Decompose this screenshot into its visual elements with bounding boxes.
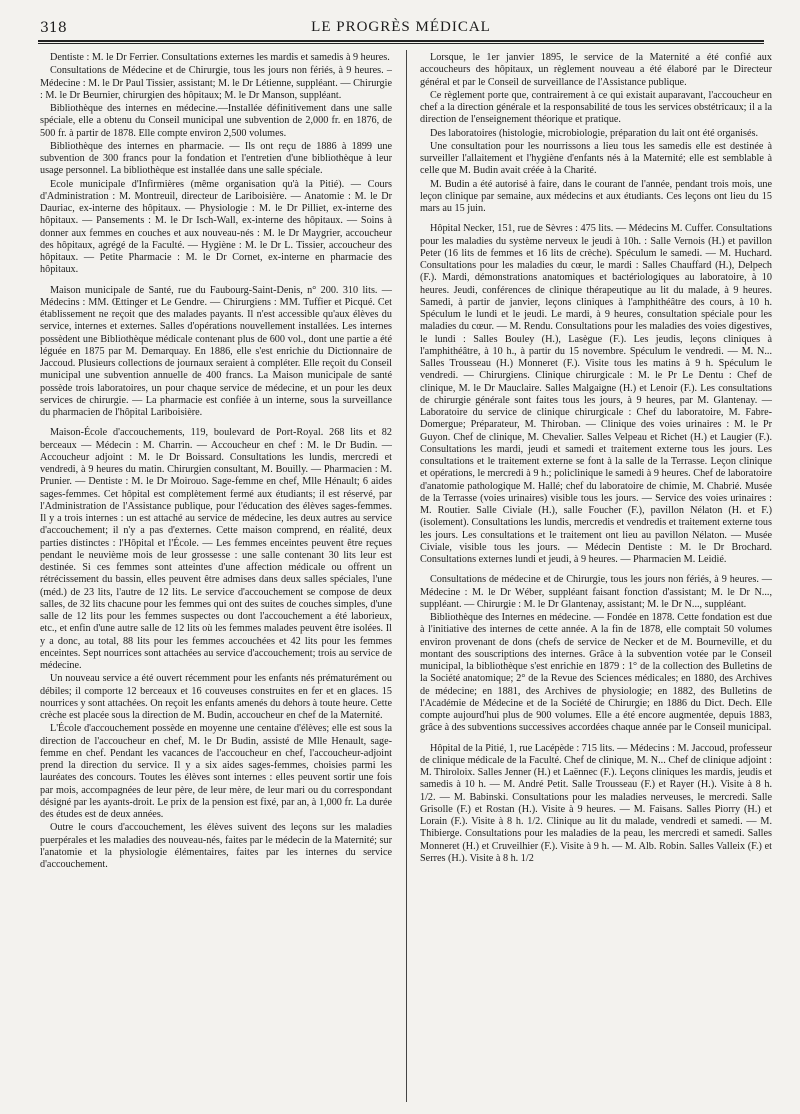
paragraph: Outre le cours d'accouchement, les élèves suivent des leçons sur les maladies puerpérales et les maladies des nouveau-nés, faites par le médecin de la Maternité; sur l'anatomie et la physiologie élémentaires, faites par les internes du service d'accouchement. — [40, 822, 392, 870]
paragraph: Lorsque, le 1er janvier 1895, le service de la Maternité a été confié aux accoucheurs des hôpitaux, un règlement nouveau a été élaboré par le Directeur général et par le Conseil de surveillance de l'Assistance publique. — [420, 52, 772, 88]
page-number: 318 — [40, 20, 67, 36]
paragraph: Bibliothèque des internes en pharmacie. — Ils ont reçu de 1886 à 1899 une subvention de 300 francs pour la fondation et l'entretien d'une bibliothèque à leur usage personnel. La bibliothèque est installée dans une salle spéciale. — [40, 140, 392, 177]
paragraph: Bibliothèque des Internes en médecine. — Fondée en 1878. Cette fondation est due à l'initiative des internes de cette année. A la fin de 1878, elle comptait 50 volumes environ provenant de dons (chefs de service de Necker et de M. Bourneville, et du montant des souscriptions des internes. Grâce à la subvention votée par le Conseil municipal, la bibliothèque s'est enrichie en 1879 : 1° de la collection des Bulletins de la Société anatomique; 2° de la Revue des Sciences médicales; en 1880, des Archives de médecine; en 1881, des Archives de physiologie; en 1882, des Bulletins de l'Académie de Médecine et de la Société de Chirurgie; en 1886 du Dict. Dech. Elle compte aujourd'hui plus de 900 volumes. Elle a été encore augmentée, depuis 1883, grâce à des subventions successives accordées chaque année par le Conseil municipal. — [420, 612, 772, 734]
paragraph: Hôpital de la Pitié, 1, rue Lacépède : 715 lits. — Médecins : M. Jaccoud, professeur de clinique médicale de la Faculté. Chef de clinique, M. N... Chef de clinique adjoint : M. Thiroloix. Salles Jenner (H.) et Laënnec (F.). Leçons cliniques les mardis, jeudis et samedis à 10 h. — M. André Petit. Salle Trousseau (F.) et Rayer (H.). Visite à 8 h. 1/2. — M. Babinski. Consultations pour les maladies nerveuses, le mercredi. Salle Grisolle (F.) et Rostan (H.). Visite à 9 heures. — M. Faisans. Salles Piorry (H.) et Lorain (F.). Visite à 8 h. 1/2. Clinique au lit du malade, vendredi et samedi. — M. Thibierge. Consultations pour les maladies de la peau, les mercredi et samedi. Salles Monneret (H.) et Cruveilhier (F.). Visite à 9 h. — M. Alb. Robin. Salles Valleix (F.) et Serres (H.). Visite à 8 h. 1/2 — [420, 742, 772, 864]
paragraph: Un nouveau service a été ouvert récemment pour les enfants nés prématurément ou débiles; il comporte 12 berceaux et 16 couveuses construites en fer et en glaces. 15 nourrices y sont attachées. On reçoit les enfants amenés du dehors à toute heure. Cette crèche est placée sous la direction de M. Budin, accoucheur en chef de la Maternité. — [40, 673, 392, 721]
paragraph: L'École d'accouchement possède en moyenne une centaine d'élèves; elle est sous la direction de l'accoucheur en chef, M. le Dr Budin, assisté de Mlle Henault, sage-femme en chef. Pendant les vacances de l'accoucheur en chef, l'accoucheur-adjoint prend la direction du service. Il y a six aides sages-femmes, choisies parmi les lauréates des concours. Toutes les élèves sont internes : elles peuvent sortir une fois par mois, accompagnées de leur père, de leur mère, de leur mari ou du correspondant désigné par les ayants-droit. Le prix de la pension est fixé, par an, à 1,000 fr. La durée des études est de deux années. — [40, 723, 392, 820]
paragraph: Des laboratoires (histologie, microbiologie, préparation du lait ont été organisés. — [430, 127, 758, 139]
paragraph: Ce règlement porte que, contrairement à ce qui existait auparavant, l'accoucheur en chef a la direction générale et la responsabilité de tous les services obstétricaux; il a la direction de l'enseignement théorique et pratique. — [420, 89, 772, 126]
paragraph: M. Budin a été autorisé à faire, dans le courant de l'année, pendant trois mois, une leçon clinique par semaine, aux médecins et aux étudiants. Ces leçons ont lieu du 15 mars au 15 juin. — [420, 178, 772, 214]
paragraph: Hôpital Necker, 151, rue de Sèvres : 475 lits. — Médecins M. Cuffer. Consultations pour les maladies du système nerveux le jeudi à 10h. : Salle Vernois (H.) et pavillon Peter (16 lits de femmes et 16 lits de crèche). Spéculum le samedi. — M. Huchard. Consultations pour les maladies du cœur, le mardi : Salles Chauffard (H.), Delpech (F.). Mardi, démonstrations anatomiques et bactériologiques au laboratoire, à 10 heures. Jeudi, conférences de clinique thérapeutique au lit du malade, à 9 heures. Samedi, à partir de janvier, leçons cliniques à l'amphithéâtre des cours, à 10 h. Spéculum le lundi et le jeudi. Le mardi, à 9 heures, consultation spéciale pour les maladies du cœur. — M. Rendu. Consultations pour les maladies des voies digestives, le lundi : Salles Bouley (H.), Lasègue (F.). Les jeudis, leçons cliniques à l'amphithéâtre, à 10 h., à partir du 15 novembre. Spéculum le vendredi. — M. N... Salles Trousseau (H.) Monneret (F.). Visite tous les matins à 9 h. Spéculum le vendredi. — Chirurgiens. Clinique chirurgicale : M. le Pr Le Dentu : Chef de clinique, M. le Dr Mauclaire. Salles Malgaigne (H.) et Lenoir (F.). Les consultations de chirurgie générale sont faites tous les jours, à 9 heures, par M. Glantenay. — Laboratoire du service de clinique chirurgicale : Chef du laboratoire, M. Fabre-Domergue; Préparateur, M. Thiroban. — Clinique des voies urinaires : M. le Pr Guyon. Chef de clinique, M. Chevalier. Salles Velpeau et Richet (H.) et Laugier (F.). Consultations les mardi, jeudi et samedi et traitement externe tous les jours. Les consultations et le traitement externe se font à la salle de la Terrasse. Leçon clinique et opérations, le mercredi à 9 h.; policlinique le samedi à 9 heures. Chef de laboratoire d'anatomie pathologique M. Hallé; chef du laboratoire de chimie, M. Chabrié. Musée de la Terrasse (voies urinaires) visible tous les jours. — Service des voies urinaires : M. Routier. Salle Civiale (H.), salle Foucher (F.), pavillon Nélaton (H. et F.) (isolement). Consultations les lundis, mercredis et vendredis et traitement externe tous les jours. Les consultations et le traitement ont lieu au pavillon Nélaton. — Musée Civiale, visible tous les jours. — Médecin Dentiste : M. le Dr Brochard. Consultations externes lundi et jeudi, à 9 heures. — Pharmacien M. Leidié. — [420, 223, 772, 565]
paragraph: Consultations de Médecine et de Chirurgie, tous les jours non fériés, à 9 heures. – Médecine : M. le Dr Paul Tissier, assistant; M. le Dr Létienne, suppléant. — Chirurgie : M. le Dr Beurnier, chirurgien des hôpitaux; M. le Dr Manson, suppléant. — [40, 65, 392, 101]
paragraph: Bibliothèque des internes en médecine.—Installée définitivement dans une salle spéciale, elle a obtenu du Conseil municipal une subvention de 2,000 fr. en 1876, de 500 fr. à partir de 1878. Elle compte environ 2,500 volumes. — [40, 103, 392, 139]
page-header — [40, 16, 762, 42]
journal-title: LE PROGRÈS MÉDICAL — [311, 19, 491, 35]
paragraph: Ecole municipale d'Infirmières (même organisation qu'à la Pitié). — Cours d'Administration : M. Montreuil, directeur de Lariboisière. — Anatomie : M. le Dr Dauriac, ex-interne des hôpitaux. — Physiologie : M. le Dr Pilliet, ex-interne des hôpitaux. — Pansements : M. le Dr Isch-Wall, ex-interne des hôpitaux. — Soins à donner aux femmes en couches et aux nouveau-nés : M. le Dr Maygrier, accoucheur des hôpitaux, agrégé de la Faculté. — Hygiène : M. le Dr L. Tissier, accoucheur des hôpitaux. — Petite Pharmacie : M. le Dr Cornet, ex-interne en pharmacie des hôpitaux. — [40, 178, 392, 276]
paragraph: Une consultation pour les nourrissons a lieu tous les samedis elle est destinée à surveiller l'allaitement et l'hygiène d'enfants nés à la Maternité; elle est semblable à celle que M. Budin avait créée à la Charité. — [420, 140, 772, 177]
column-divider — [406, 50, 407, 1102]
header-rule — [38, 40, 764, 42]
header-rule-thin — [38, 43, 764, 44]
right-column — [420, 52, 772, 1102]
paragraph: Maison-École d'accouchements, 119, boulevard de Port-Royal. 268 lits et 82 berceaux — Médecin : M. Charrin. — Accoucheur en chef : M. le Dr Budin. — Accoucheur adjoint : M. le Dr Boissard. Consultations les lundis, mercredi et vendredi, à 9 heures du matin. Chirurgien consultant, M. Bouilly. — Pharmacien : M. Prunier. — Dentiste : M. le Dr Moirouo. Sage-femme en chef, Mlle Hénault; 6 aides sages-femmes. Cet hôpital est complètement fermé aux étudiants; il est réservé, par l'Administration de l'Assistance publique, pour l'éducation des élèves sages-femmes. Il y a trois internes : un est attaché au service de médecine, les deux autres au service d'accouchement; il n'y a pas d'externes. Cette maison comprend, en réalité, deux parties distinctes : l'Hôpital et l'École. — Les femmes enceintes peuvent être reçues pendant le neuvième mois de leur grossesse : une salle contenant 30 lits leur est destinée. Si ces femmes sont atteintes d'une affection médicale ou offrent un rétrécissement du bassin, elles peuvent être admises dans deux salles spéciales, l'une (méd.) de 23 lits, l'autre de 12 lits. Le service d'accouchement se compose de deux salles, de 32 lits chacune pour les femmes qui ont des suites de couches simples, d'une salle de 12 lits pour les femmes suspectes ou dont l'accouchement a été laborieux, etc., et enfin d'une autre salle de 12 lits où les femmes malades peuvent être isolées. Il y a donc, au total, 88 lits pour les femmes accouchées et 42 lits pour les femmes enceintes. Sept nourrices sont attachées au service d'accouchement; trois au service de médecine. — [40, 427, 392, 671]
paragraph: Consultations de médecine et de Chirurgie, tous les jours non fériés, à 9 heures. — Médecine : M. le Dr Wéber, suppléant faisant fonction d'assistant; M. le Dr N..., suppléant. — Chirurgie : M. le Dr Glantenay, assistant; M. le Dr N..., suppléant. — [420, 574, 772, 610]
left-column — [40, 52, 392, 1102]
paragraph: Maison municipale de Santé, rue du Faubourg-Saint-Denis, n° 200. 310 lits. — Médecins : MM. Œttinger et Le Gendre. — Chirurgiens : MM. Tuffier et Picqué. Cet établissement ne reçoit que des malades payants. Il n'est accessible qu'aux élèves du service, internes et externes. Salles d'opérations nouvellement installées. Les internes possèdent une Bibliothèque médicale contenant plus de 600 vol., dont une partie a été léguée en 1875 par M. Demarquay. En 1886, elle s'est enrichie du Dictionnaire de Jaccoud. Plusieurs collections de journaux seraient à compléter. Elle reçoit du Conseil municipal une subvention annuelle de 400 francs. La Maison municipale de santé possède trois laboratoires, un pour chaque service de médecine, et un pour les deux services de chirurgie. — La pharmacie est confiée à un interne, sous la surveillance du pharmacien de l'hôpital Lariboisière. — [40, 284, 392, 418]
paragraph: Dentiste : M. le Dr Ferrier. Consultations externes les mardis et samedis à 9 heures. — [50, 52, 390, 63]
